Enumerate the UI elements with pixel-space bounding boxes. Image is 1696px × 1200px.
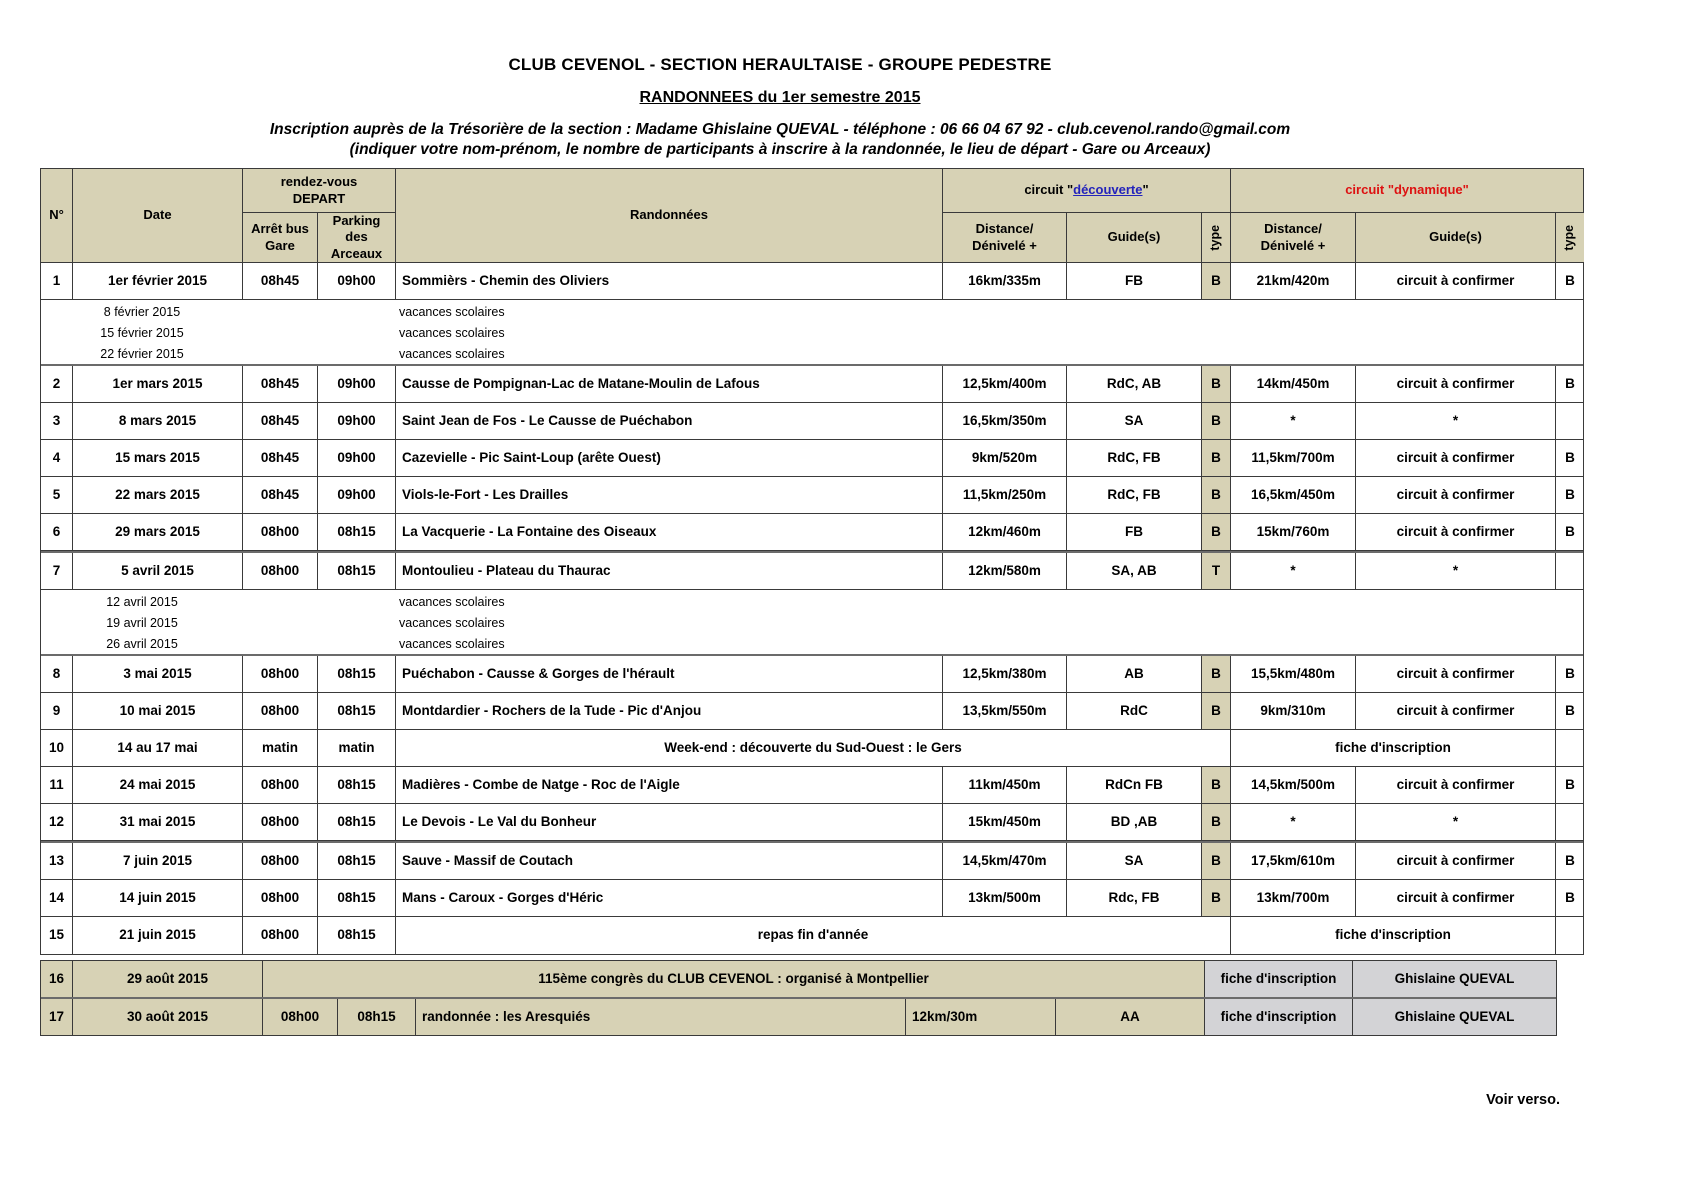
cell-parking-time: 08h15 (318, 917, 396, 954)
cell-date: 22 mars 2015 (73, 477, 243, 514)
header-distance-decouverte: Distance/ Dénivelé + (943, 213, 1067, 263)
table-row (41, 403, 1583, 440)
cell-date: 8 mars 2015 (73, 403, 243, 440)
cell-parking-time: 08h15 (318, 553, 396, 590)
table-row (41, 514, 1583, 551)
cell-date: 14 juin 2015 (73, 880, 243, 917)
cell-distance-dynamique: 21km/420m (1231, 263, 1356, 300)
cell-bus-time: 08h00 (243, 693, 318, 730)
cell-type-dynamique: B (1556, 477, 1584, 514)
inscription-info: Inscription auprès de la Trésorière de la section : Madame Ghislaine QUEVAL - téléphone : 06 66 04 67 92 - club.cevenol.rando@gmail.com (269, 121, 1291, 138)
cell-randonnee: Sauve - Massif de Coutach (396, 843, 943, 880)
cell-date: 5 avril 2015 (73, 553, 243, 590)
cell-date: 1er février 2015 (73, 263, 243, 300)
cell-date: 29 mars 2015 (73, 514, 243, 551)
page-subtitle: RANDONNEES du 1er semestre 2015 (639, 89, 921, 106)
cell-guides-decouverte: RdC, FB (1067, 440, 1202, 477)
cell-guides-dynamique: circuit à confirmer (1356, 843, 1556, 880)
cell-parking-time: 08h15 (318, 804, 396, 841)
cell-distance-decouverte: 11km/450m (943, 767, 1067, 804)
cell-parking-time: 08h15 (318, 514, 396, 551)
cell-guide-contact: Ghislaine QUEVAL (1353, 999, 1556, 1035)
cell-distance-dynamique: * (1231, 553, 1356, 590)
cell-type-decouverte: B (1202, 263, 1231, 300)
vacances-label: vacances scolaires (399, 305, 505, 319)
table-row (41, 440, 1583, 477)
cell-congress-span: 115ème congrès du CLUB CEVENOL : organisé à Montpellier (263, 961, 1205, 997)
cell-bus-time: 08h45 (243, 366, 318, 403)
vacances-date: 15 février 2015 (100, 326, 184, 340)
cell-type-decouverte: B (1202, 880, 1231, 917)
cell-bus-time: 08h00 (243, 880, 318, 917)
vacances-row (41, 635, 1583, 656)
vacances-date: 22 février 2015 (100, 347, 184, 361)
cell-randonnee: Cazevielle - Pic Saint-Loup (arête Ouest) (396, 440, 943, 477)
cell-distance-dynamique: 14km/450m (1231, 366, 1356, 403)
cell-type-dynamique: B (1556, 880, 1584, 917)
vacances-label: vacances scolaires (399, 326, 505, 340)
cell-event-span: repas fin d'année (396, 917, 1231, 954)
table-row (41, 693, 1583, 730)
cell-guides-decouverte: AB (1067, 656, 1202, 693)
cell-date: 14 au 17 mai (73, 730, 243, 767)
table-row (41, 553, 1583, 590)
cell-type-decouverte: B (1202, 477, 1231, 514)
cell-guides-dynamique: * (1356, 804, 1556, 841)
cell-guides-dynamique: * (1356, 553, 1556, 590)
cell-distance-decouverte: 12,5km/380m (943, 656, 1067, 693)
cell-guides-dynamique: circuit à confirmer (1356, 880, 1556, 917)
cell-guides-decouverte: RdC, AB (1067, 366, 1202, 403)
cell-bus-time: 08h00 (263, 999, 338, 1035)
cell-type-decouverte: B (1202, 403, 1231, 440)
cell-guides-dynamique: * (1356, 403, 1556, 440)
page-title: CLUB CEVENOL - SECTION HERAULTAISE - GROUPE PEDESTRE (508, 55, 1052, 74)
cell-date: 31 mai 2015 (73, 804, 243, 841)
table-row (41, 767, 1583, 804)
cell-type-decouverte: B (1202, 843, 1231, 880)
vacances-label: vacances scolaires (399, 347, 505, 361)
cell-guides-dynamique: circuit à confirmer (1356, 693, 1556, 730)
cell-randonnee: Viols-le-Fort - Les Drailles (396, 477, 943, 514)
cell-distance-decouverte: 14,5km/470m (943, 843, 1067, 880)
vacances-row (41, 345, 1583, 366)
cell-guides-dynamique: circuit à confirmer (1356, 477, 1556, 514)
cell-type-decouverte: B (1202, 804, 1231, 841)
cell-randonnee: Montoulieu - Plateau du Thaurac (396, 553, 943, 590)
header-guides-dynamique: Guide(s) (1356, 213, 1556, 263)
vacances-block (41, 590, 1583, 654)
cell-parking-time: 08h15 (318, 880, 396, 917)
cell-distance-dynamique: * (1231, 804, 1356, 841)
cell-date: 24 mai 2015 (73, 767, 243, 804)
header-type-dynamique: type (1556, 213, 1584, 263)
cell-num: 15 (41, 917, 73, 954)
cell-parking-time: 09h00 (318, 477, 396, 514)
heading-block (40, 0, 1520, 159)
cell-parking-time: 08h15 (318, 767, 396, 804)
cell-guides-decouverte: FB (1067, 263, 1202, 300)
cell-distance-decouverte: 12,5km/400m (943, 366, 1067, 403)
cell-num: 3 (41, 403, 73, 440)
cell-num: 12 (41, 804, 73, 841)
header-distance-dynamique: Distance/ Dénivelé + (1231, 213, 1356, 263)
cell-distance-decouverte: 12km/460m (943, 514, 1067, 551)
cell-type-decouverte: B (1202, 767, 1231, 804)
cell-guides-decouverte: RdC (1067, 693, 1202, 730)
cell-num: 8 (41, 656, 73, 693)
cell-distance-decouverte: 15km/450m (943, 804, 1067, 841)
cell-distance-dynamique: * (1231, 403, 1356, 440)
cell-distance-dynamique: 11,5km/700m (1231, 440, 1356, 477)
cell-bus-time: 08h00 (243, 767, 318, 804)
cell-type-decouverte: B (1202, 366, 1231, 403)
cell-bus-time: 08h45 (243, 477, 318, 514)
cell-distance-decouverte: 16,5km/350m (943, 403, 1067, 440)
cell-distance-decouverte: 12km/30m (906, 999, 1056, 1035)
vacances-label: vacances scolaires (399, 616, 505, 630)
vacances-block (41, 300, 1583, 364)
cell-type-dynamique: B (1556, 514, 1584, 551)
cell-type-decouverte: T (1202, 553, 1231, 590)
cell-parking-time: 08h15 (318, 656, 396, 693)
table-row (41, 917, 1583, 954)
cell-type-dynamique (1556, 403, 1584, 440)
cell-num: 13 (41, 843, 73, 880)
randonnees-table (40, 168, 1584, 955)
cell-bus-time: 08h00 (243, 656, 318, 693)
cell-guides-dynamique: circuit à confirmer (1356, 656, 1556, 693)
cell-randonnee: La Vacquerie - La Fontaine des Oiseaux (396, 514, 943, 551)
table-row (41, 843, 1583, 880)
header-circuit-decouverte: circuit "découverte" (943, 169, 1231, 213)
cell-guides-decouverte: FB (1067, 514, 1202, 551)
cell-distance-dynamique: 15,5km/480m (1231, 656, 1356, 693)
cell-guides-decouverte: RdC, FB (1067, 477, 1202, 514)
header-date: Date (73, 169, 243, 263)
cell-num: 10 (41, 730, 73, 767)
decouverte-link: découverte (1073, 182, 1143, 198)
cell-randonnee: Madières - Combe de Natge - Roc de l'Aigle (396, 767, 943, 804)
cell-num: 14 (41, 880, 73, 917)
cell-type-decouverte: B (1202, 656, 1231, 693)
cell-bus-time: 08h00 (243, 917, 318, 954)
cell-guides-dynamique: circuit à confirmer (1356, 366, 1556, 403)
cell-bus-time: 08h45 (243, 263, 318, 300)
header-randonnees: Randonnées (396, 169, 943, 263)
cell-distance-dynamique: 15km/760m (1231, 514, 1356, 551)
cell-fiche-inscription: fiche d'inscription (1231, 730, 1556, 767)
cell-bus-time: 08h45 (243, 440, 318, 477)
vacances-row (41, 614, 1583, 635)
cell-guides-dynamique: circuit à confirmer (1356, 514, 1556, 551)
cell-guides-dynamique: circuit à confirmer (1356, 767, 1556, 804)
cell-num: 11 (41, 767, 73, 804)
cell-distance-decouverte: 9km/520m (943, 440, 1067, 477)
cell-num: 1 (41, 263, 73, 300)
header-num: N° (41, 169, 73, 263)
cell-type-dynamique: B (1556, 656, 1584, 693)
cell-type-dynamique: B (1556, 843, 1584, 880)
cell-type-dynamique: B (1556, 263, 1584, 300)
cell-guides-decouverte: BD ,AB (1067, 804, 1202, 841)
cell-distance-decouverte: 12km/580m (943, 553, 1067, 590)
cell-bus-time: 08h00 (243, 514, 318, 551)
cell-date: 3 mai 2015 (73, 656, 243, 693)
cell-type-dynamique (1556, 553, 1584, 590)
cell-parking-time: 09h00 (318, 403, 396, 440)
cell-num: 16 (41, 961, 73, 997)
cell-distance-dynamique: 13km/700m (1231, 880, 1356, 917)
cell-fiche-inscription: fiche d'inscription (1205, 999, 1353, 1035)
vacances-row (41, 324, 1583, 345)
cell-distance-dynamique: 9km/310m (1231, 693, 1356, 730)
cell-type-decouverte: B (1202, 440, 1231, 477)
vacances-date: 26 avril 2015 (106, 637, 178, 651)
cell-parking-time: 08h15 (318, 693, 396, 730)
cell-event-span: Week-end : découverte du Sud-Ouest : le Gers (396, 730, 1231, 767)
cell-randonnee: Le Devois - Le Val du Bonheur (396, 804, 943, 841)
august-row (41, 961, 1556, 997)
cell-date: 29 août 2015 (73, 961, 263, 997)
cell-type-dynamique: B (1556, 693, 1584, 730)
cell-fiche-inscription: fiche d'inscription (1231, 917, 1556, 954)
august-row (41, 999, 1556, 1035)
vacances-row (41, 303, 1583, 324)
cell-parking-time: 09h00 (318, 366, 396, 403)
header-arret-bus: Arrêt bus Gare (243, 213, 318, 263)
cell-distance-dynamique: 17,5km/610m (1231, 843, 1356, 880)
table-row (41, 366, 1583, 403)
header-guides-decouverte: Guide(s) (1067, 213, 1202, 263)
cell-distance-decouverte: 13,5km/550m (943, 693, 1067, 730)
vacances-date: 8 février 2015 (103, 305, 181, 319)
vacances-label: vacances scolaires (399, 595, 505, 609)
cell-guides-decouverte: SA (1067, 403, 1202, 440)
cell-distance-dynamique: 16,5km/450m (1231, 477, 1356, 514)
cell-parking-time: 08h15 (338, 999, 416, 1035)
cell-bus-time: 08h00 (243, 553, 318, 590)
cell-distance-dynamique: 14,5km/500m (1231, 767, 1356, 804)
cell-num: 2 (41, 366, 73, 403)
vacances-date: 19 avril 2015 (106, 616, 178, 630)
cell-parking-time: 09h00 (318, 440, 396, 477)
cell-distance-decouverte: 16km/335m (943, 263, 1067, 300)
cell-guide-contact: Ghislaine QUEVAL (1353, 961, 1556, 997)
table-row (41, 656, 1583, 693)
cell-date: 1er mars 2015 (73, 366, 243, 403)
cell-bus-time: 08h00 (243, 843, 318, 880)
cell-date: 15 mars 2015 (73, 440, 243, 477)
cell-date: 7 juin 2015 (73, 843, 243, 880)
cell-randonnee: Causse de Pompignan-Lac de Matane-Moulin de Lafous (396, 366, 943, 403)
cell-randonnee: Puéchabon - Causse & Gorges de l'hérault (396, 656, 943, 693)
cell-randonnee: Sommièrs - Chemin des Oliviers (396, 263, 943, 300)
cell-type-dynamique: B (1556, 767, 1584, 804)
cell-num: 6 (41, 514, 73, 551)
header-parking-arceaux: Parking des Arceaux (318, 213, 396, 263)
main-table-body (41, 263, 1583, 954)
cell-type-dynamique: B (1556, 366, 1584, 403)
cell-fiche-inscription: fiche d'inscription (1205, 961, 1353, 997)
cell-num: 7 (41, 553, 73, 590)
cell-distance-decouverte: 11,5km/250m (943, 477, 1067, 514)
vacances-label: vacances scolaires (399, 637, 505, 651)
cell-type-decouverte: B (1202, 693, 1231, 730)
cell-distance-decouverte: 13km/500m (943, 880, 1067, 917)
inscription-note: (indiquer votre nom-prénom, le nombre de participants à inscrire à la randonnée, le lieu de départ - Gare ou Arceaux) (349, 141, 1211, 158)
cell-type-dynamique (1556, 917, 1584, 954)
cell-randonnee: Saint Jean de Fos - Le Causse de Puéchabon (396, 403, 943, 440)
cell-guides-decouverte: AA (1056, 999, 1205, 1035)
cell-guides-dynamique: circuit à confirmer (1356, 440, 1556, 477)
cell-type-dynamique: B (1556, 440, 1584, 477)
cell-parking-time: matin (318, 730, 396, 767)
august-table (40, 960, 1557, 1036)
vacances-date: 12 avril 2015 (106, 595, 178, 609)
cell-guides-dynamique: circuit à confirmer (1356, 263, 1556, 300)
table-row (41, 804, 1583, 841)
cell-guides-decouverte: Rdc, FB (1067, 880, 1202, 917)
table-header (41, 169, 1583, 263)
cell-num: 5 (41, 477, 73, 514)
cell-bus-time: 08h45 (243, 403, 318, 440)
vacances-row (41, 593, 1583, 614)
cell-type-dynamique (1556, 730, 1584, 767)
cell-randonnee: randonnée : les Aresquiés (416, 999, 906, 1035)
cell-bus-time: matin (243, 730, 318, 767)
cell-date: 21 juin 2015 (73, 917, 243, 954)
header-type-decouverte: type (1202, 213, 1231, 263)
table-row (41, 263, 1583, 300)
header-rendezvous-depart: rendez-vous DEPART (243, 169, 396, 213)
table-row (41, 880, 1583, 917)
cell-guides-decouverte: RdCn FB (1067, 767, 1202, 804)
cell-parking-time: 08h15 (318, 843, 396, 880)
cell-num: 4 (41, 440, 73, 477)
cell-bus-time: 08h00 (243, 804, 318, 841)
cell-num: 17 (41, 999, 73, 1035)
table-row (41, 730, 1583, 767)
cell-date: 30 août 2015 (73, 999, 263, 1035)
voir-verso-note: Voir verso. (1486, 1092, 1560, 1108)
cell-type-decouverte: B (1202, 514, 1231, 551)
cell-randonnee: Mans - Caroux - Gorges d'Héric (396, 880, 943, 917)
cell-guides-decouverte: SA (1067, 843, 1202, 880)
cell-type-dynamique (1556, 804, 1584, 841)
header-circuit-dynamique: circuit "dynamique" (1231, 169, 1584, 213)
cell-date: 10 mai 2015 (73, 693, 243, 730)
cell-guides-decouverte: SA, AB (1067, 553, 1202, 590)
cell-parking-time: 09h00 (318, 263, 396, 300)
table-row (41, 477, 1583, 514)
cell-randonnee: Montdardier - Rochers de la Tude - Pic d'Anjou (396, 693, 943, 730)
cell-num: 9 (41, 693, 73, 730)
